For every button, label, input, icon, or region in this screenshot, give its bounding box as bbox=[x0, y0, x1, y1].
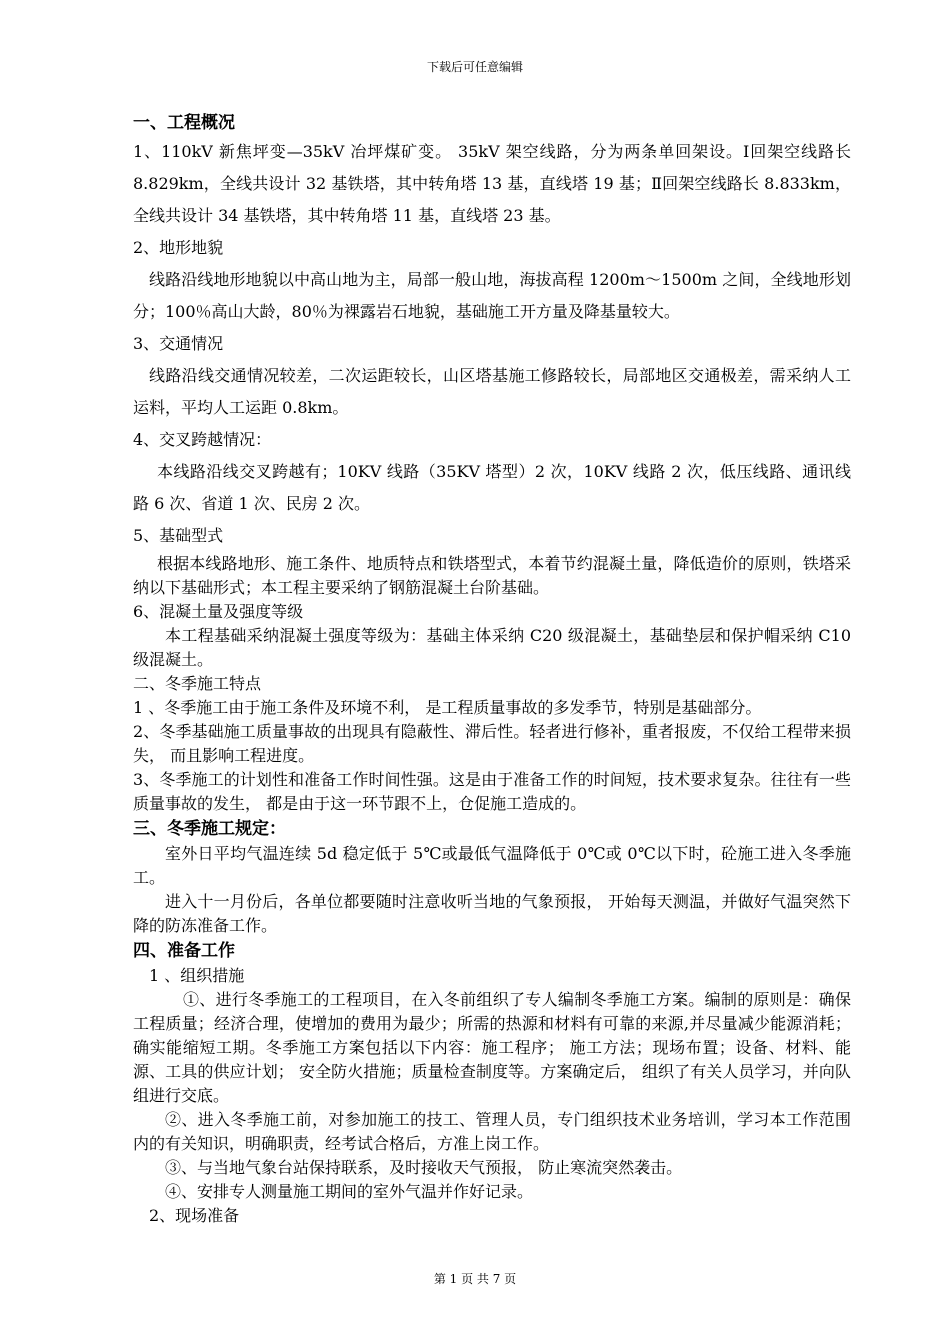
paragraph-project-line: 1、110kV 新焦坪变—35kV 冶坪煤矿变。 35kV 架空线路，分为两条单回架设。Ⅰ回架空线路长 8.829km，全线共设计 32 基铁塔，其中转角塔 13 基，直线塔 19 基；Ⅱ回架空线路长 8.833km，全线共设计 34 基铁塔，其中转角塔 11 基，直线塔 23 基。 bbox=[133, 142, 851, 225]
heading-traffic: 3、交通情况 bbox=[133, 334, 224, 353]
heading-concrete: 6、混凝土量及强度等级 bbox=[133, 602, 304, 621]
paragraph-organization-2: ②、进入冬季施工前，对参加施工的技工、管理人员，专门组织技术业务培训，学习本工作范围内的有关知识，明确职责，经考试合格后，方准上岗工作。 bbox=[133, 1110, 851, 1153]
page-footer: 第 1 页 共 7 页 bbox=[433, 1272, 517, 1286]
document-body bbox=[133, 110, 851, 1228]
page-header: 下载后可任意编辑 bbox=[426, 60, 523, 74]
section-title-winter-features: 二、冬季施工特点 bbox=[133, 674, 262, 693]
heading-crossings: 4、交叉跨越情况： bbox=[133, 430, 272, 449]
paragraph-crossings: 本线路沿线交叉跨越有；10KV 线路（35KV 塔型）2 次，10KV 线路 2 次，低压线路、通讯线路 6 次、省道 1 次、民房 2 次。 bbox=[133, 462, 851, 513]
paragraph-winter-feature-1: 1 、冬季施工由于施工条件及环境不利， 是工程质量事故的多发季节，特别是基础部分。 bbox=[133, 698, 762, 717]
section-title-overview: 一、工程概况 bbox=[133, 113, 235, 133]
heading-foundation-type: 5、基础型式 bbox=[133, 526, 224, 545]
paragraph-traffic: 线路沿线交通情况较差，二次运距较长，山区塔基施工修路较长，局部地区交通极差，需采纳人工运料，平均人工运距 0.8km。 bbox=[133, 366, 851, 417]
paragraph-foundation-type: 根据本线路地形、施工条件、地质特点和铁塔型式，本着节约混凝土量，降低造价的原则，铁塔采纳以下基础形式；本工程主要采纳了钢筋混凝土台阶基础。 bbox=[133, 554, 851, 597]
heading-organization: 1 、组织措施 bbox=[149, 966, 245, 985]
paragraph-winter-rule-1: 室外日平均气温连续 5d 稳定低于 5℃或最低气温降低于 0℃或 0℃以下时，砼施工进入冬季施工。 bbox=[133, 844, 851, 887]
paragraph-organization-1: ①、进行冬季施工的工程项目，在入冬前组织了专人编制冬季施工方案。编制的原则是：确保工程质量；经济合理，使增加的费用为最少；所需的热源和材料有可靠的来源,并尽量减少能源消耗；确实能缩短工期。冬季施工方案包括以下内容：施工程序； 施工方法；现场布置；设备、材料、能源、工具的供应计划； 安全防火措施；质量检查制度等。方案确定后， 组织了有关人员学习，并向队组进行交底。 bbox=[133, 990, 851, 1105]
paragraph-terrain: 线路沿线地形地貌以中高山地为主，局部一般山地，海拔高程 1200m～1500m 之间，全线地形划分；100％高山大龄，80％为裸露岩石地貌，基础施工开方量及降基量较大。 bbox=[133, 270, 851, 321]
paragraph-concrete: 本工程基础采纳混凝土强度等级为：基础主体采纳 C20 级混凝土，基础垫层和保护帽采纳 C10 级混凝土。 bbox=[133, 626, 851, 669]
paragraph-organization-3: ③、与当地气象台站保持联系，及时接收天气预报， 防止寒流突然袭击。 bbox=[165, 1158, 683, 1177]
paragraph-winter-feature-3: 3、冬季施工的计划性和准备工作时间性强。这是由于准备工作的时间短，技术要求复杂。往往有一些质量事故的发生， 都是由于这一环节跟不上，仓促施工造成的。 bbox=[133, 770, 851, 813]
paragraph-winter-rule-2: 进入十一月份后，各单位都要随时注意收听当地的气象预报， 开始每天测温，并做好气温突然下降的防冻准备工作。 bbox=[133, 892, 851, 935]
section-title-winter-rules: 三、冬季施工规定： bbox=[133, 819, 286, 839]
heading-site-preparation: 2、现场准备 bbox=[149, 1206, 240, 1225]
paragraph-winter-feature-2: 2、冬季基础施工质量事故的出现具有隐蔽性、滞后性。轻者进行修补，重者报废，不仅给工程带来损失， 而且影响工程进度。 bbox=[133, 722, 851, 765]
section-title-preparation: 四、准备工作 bbox=[133, 941, 235, 961]
heading-terrain: 2、地形地貌 bbox=[133, 238, 224, 257]
paragraph-organization-4: ④、安排专人测量施工期间的室外气温并作好记录。 bbox=[165, 1182, 534, 1201]
